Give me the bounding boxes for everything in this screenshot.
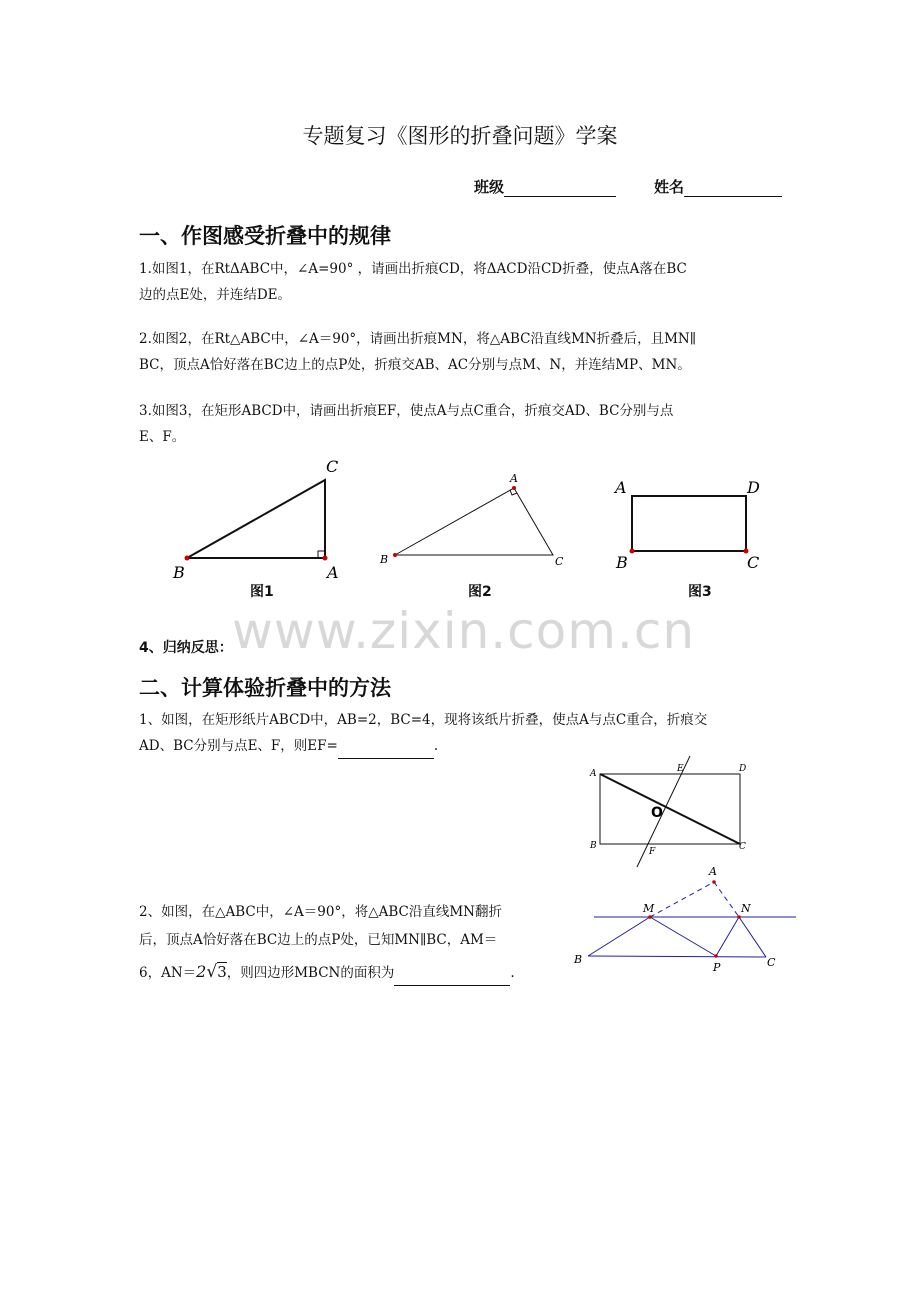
q2-line2: BC，顶点A恰好落在BC边上的点P处，折痕交AB、AC分别与点M、N，并连结MP、MN。 [139,357,691,373]
p2-line1: 2、如图，在△ABC中，∠A＝90°，将△ABC沿直线MN翻折 [139,904,502,920]
fig2-label-c: C [555,555,564,568]
fig4-label-b: B [590,841,597,851]
fig5-label-p: P [713,961,721,974]
fig5-label-b: B [574,953,583,966]
fig2-caption: 图2 [468,584,492,600]
section2-heading: 二、计算体验折叠中的方法 [139,676,391,700]
fig4-label-f: F [649,847,656,857]
p2-line3-text-b: ，则四边形MBCN的面积为 [226,965,395,981]
fig1-label-a: A [327,563,339,582]
fig3-label-d: D [747,478,760,497]
fig4-label-c: C [739,842,746,852]
fig5-dashed-am [650,882,714,917]
fig1-label-c: C [326,457,339,476]
fig5-label-c: C [767,956,776,969]
fig2-triangle [395,488,553,555]
ef-answer-blank[interactable] [338,743,434,759]
p2-line3-end: . [510,965,515,981]
p2-line3-text: 6，AN＝ [139,965,197,981]
fig5-label-a: A [709,865,717,878]
figure-4 [582,752,762,872]
p1-line1: 1、如图，在矩形纸片ABCD中，AB=2，BC=4，现将该纸片折叠，使点A与点C重合，折痕交 [139,712,708,728]
fig5-side-bm [588,917,650,956]
figure-3 [605,472,780,582]
q3-line2: E、F。 [139,429,186,445]
q1-line1: 1.如图1，在RtΔABC中，∠A=90° ，请画出折痕CD，将ΔACD沿CD折叠，使点A落在BC [139,261,687,277]
figure-2 [370,468,570,578]
page-title: 专题复习《图形的折叠问题》学案 [302,124,618,148]
p1-line2-end: . [433,738,439,754]
fig5-label-m: M [643,902,655,915]
fig5-side-pn [716,917,739,956]
fig5-side-nc [739,917,766,957]
fig2-point-b [393,553,397,557]
q3-line1: 3.如图3，在矩形ABCD中，请画出折痕EF，使点A与点C重合，折痕交AD、BC分别与点 [139,403,674,419]
fig1-point-a [323,556,328,561]
fig5-label-n: N [741,902,751,915]
fig5-point-p [714,954,718,958]
p1-line2-text: AD、BC分别与点E、F，则EF= [139,738,338,754]
fig5-point-a [712,880,716,884]
fig3-point-b [630,549,635,554]
fig1-triangle [187,480,325,558]
fig5-point-m [648,915,652,919]
problem-2 [139,899,569,986]
name-label: 姓名 [654,178,685,196]
p2-radicand: 3 [217,963,227,981]
fig5-point-n [737,915,741,919]
p2-line2: 后，顶点A恰好落在BC边上的点P处，已知MN∥BC，AM＝ [139,932,498,948]
name-field [654,176,782,197]
class-blank[interactable] [504,180,616,197]
fig2-point-a [512,486,516,490]
fig5-dashed-an [714,882,739,917]
question-3 [139,398,789,450]
fig3-caption: 图3 [688,584,712,600]
class-field [474,176,616,197]
reflection-label: 4、归纳反思： [139,640,233,656]
fig3-label-a: A [615,478,627,497]
class-label: 班级 [474,178,505,196]
fig1-caption: 图1 [250,584,274,600]
fig5-side-bc [588,956,766,957]
figure-5 [568,860,800,980]
fig4-label-a: A [590,769,597,779]
watermark: www.zixin.com.cn [232,602,696,660]
fig4-label-d: D [739,764,747,774]
question-1 [139,256,789,308]
fig1-point-b [185,556,190,561]
fig4-label-o: O [651,805,663,821]
q2-line1: 2.如图2，在Rt△ABC中，∠A＝90°，请画出折痕MN，将△ABC沿直线MN折叠后，且MN∥ [139,331,696,347]
name-blank[interactable] [684,180,782,197]
fig2-label-b: B [380,553,389,566]
fig4-diagonal-ac [600,774,740,844]
fig3-label-c: C [747,553,760,572]
fig4-label-e: E [677,764,684,774]
section1-heading: 一、作图感受折叠中的规律 [139,224,391,248]
fig5-side-mp [650,917,716,956]
fig2-label-a: A [510,472,518,485]
q1-line2: 边的点E处，并连结DE。 [139,287,292,303]
fig3-label-b: B [616,553,628,572]
figure-1 [160,452,360,587]
p2-coefficient: 2 [196,962,207,981]
area-answer-blank[interactable] [394,970,510,986]
fig1-label-b: B [173,563,185,582]
fig3-rectangle [632,496,746,551]
sqrt-icon: √ [206,962,218,982]
question-2 [139,326,789,378]
p2-line3 [139,959,569,986]
